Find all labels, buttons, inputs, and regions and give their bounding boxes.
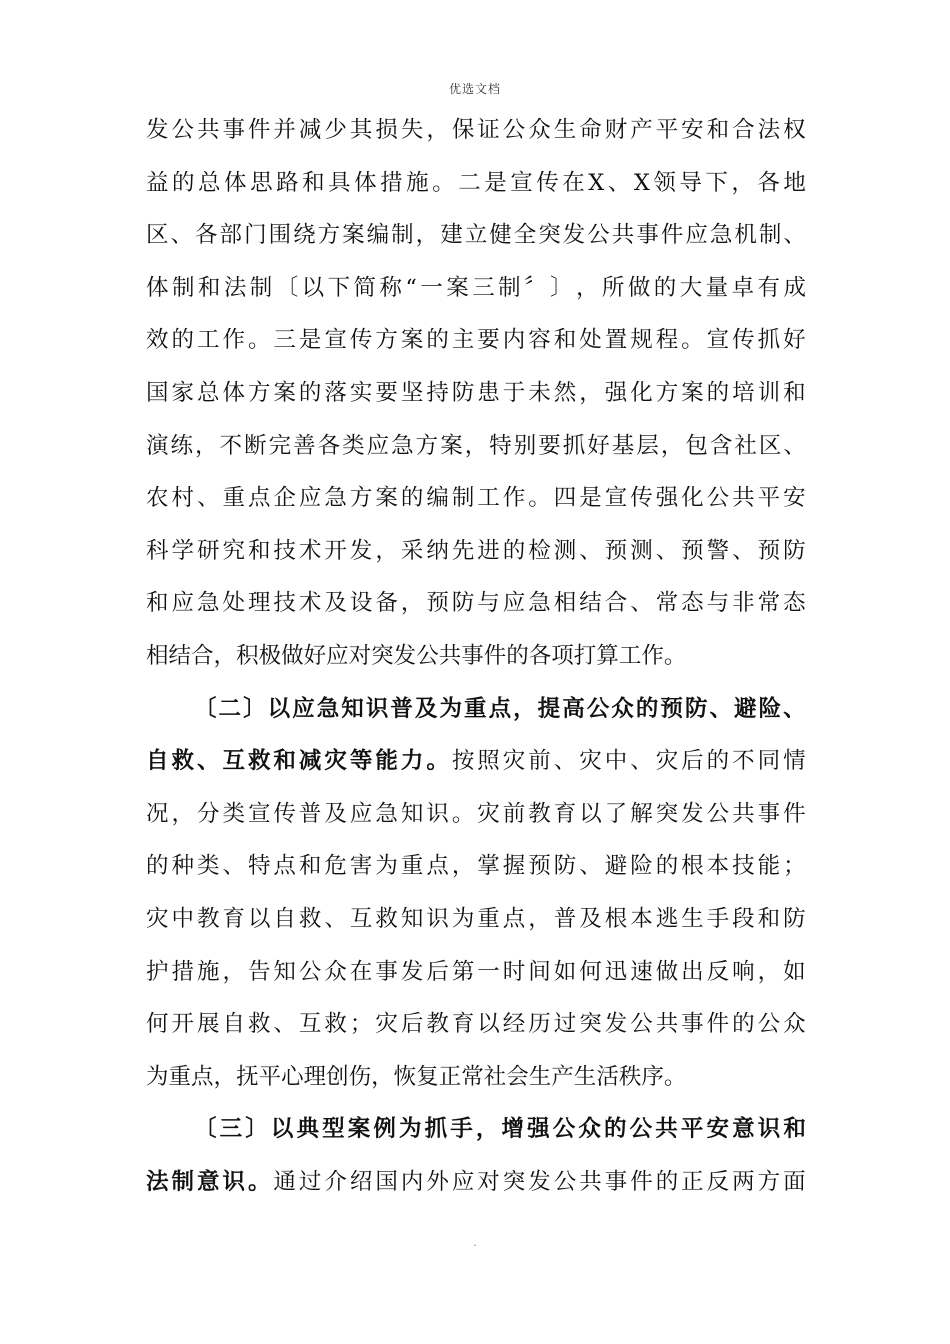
page-header: 优选文档: [448, 82, 501, 96]
text-line: 自 救 、 互 救 和 减 灾 等 能 力 。 按 照 灾 前 、 灾 中 、 灾 后 的 不 同 情: [146, 748, 806, 775]
text-line: 〔 三 〕 以 典 型 案 例 为 抓 手 ， 增 强 公 众 的 公 共 平 安 意 识 和: [194, 1116, 806, 1143]
text-line: 体 制 和 法 制 〔 以 下 简 称 “ 一 案 三 制 〞 〕 ， 所 做 的 大 量 卓 有 成: [146, 274, 806, 301]
body-text: [146, 104, 806, 1208]
text-line: 发 公 共 事 件 并 减 少 其 损 失 ， 保 证 公 众 生 命 财 产 平 安 和 合 法 权: [146, 117, 806, 143]
text-line: 益 的 总 体 思 路 和 具 体 措 施 。 二 是 宣 传 在 X 、 X 领 导 下 ， 各 地: [146, 169, 806, 196]
page-footer-mark: .: [473, 1238, 477, 1249]
text-line: 为 重 点 ， 抚 平 心 理 创 伤 ， 恢 复 正 常 社 会 生 产 生 活 秩 序 。: [146, 1063, 687, 1090]
text-line: 法 制 意 识 。 通 过 介 绍 国 内 外 应 对 突 发 公 共 事 件 的 正 反 两 方 面: [146, 1168, 806, 1195]
text-line: 区 、 各 部 门 围 绕 方 案 编 制 ， 建 立 健 全 突 发 公 共 事 件 应 急 机 制 、: [146, 222, 806, 249]
text-line: 农 村 、 重 点 企 应 急 方 案 的 编 制 工 作 。 四 是 宣 传 强 化 公 共 平 安: [146, 485, 806, 512]
text-line: 和 应 急 处 理 技 术 及 设 备 ， 预 防 与 应 急 相 结 合 、 常 态 与 非 常 态: [146, 590, 806, 617]
text-line: 效 的 工 作 。 三 是 宣 传 方 案 的 主 要 内 容 和 处 置 规 程 。 宣 传 抓 好: [146, 327, 806, 354]
text-line: 灾 中 教 育 以 自 救 、 互 救 知 识 为 重 点 ， 普 及 根 本 逃 生 手 段 和 防: [146, 905, 806, 932]
text-line: 况 ， 分 类 宣 传 普 及 应 急 知 识 。 灾 前 教 育 以 了 解 突 发 公 共 事 件: [146, 800, 806, 827]
text-line: 国 家 总 体 方 案 的 落 实 要 坚 持 防 患 于 未 然 ， 强 化 方 案 的 培 训 和: [146, 379, 806, 406]
text-line: 的 种 类 、 特 点 和 危 害 为 重 点 ， 掌 握 预 防 、 避 险 的 根 本 技 能 ；: [146, 853, 806, 880]
text-line: 演 练 ， 不 断 完 善 各 类 应 急 方 案 ， 特 别 要 抓 好 基 层 ， 包 含 社 区 、: [146, 432, 806, 459]
text-line: 何 开 展 自 救 、 互 救 ； 灾 后 教 育 以 经 历 过 突 发 公 共 事 件 的 公 众: [146, 1011, 806, 1038]
text-line: 〔 二 〕 以 应 急 知 识 普 及 为 重 点 ， 提 高 公 众 的 预 防 、 避 险 、: [194, 695, 806, 722]
text-line: 护 措 施 ， 告 知 公 众 在 事 发 后 第 一 时 间 如 何 迅 速 做 出 反 响 ， 如: [146, 958, 806, 985]
text-line: 科 学 研 究 和 技 术 开 发 ， 采 纳 先 进 的 检 测 、 预 测 、 预 警 、 预 防: [146, 537, 806, 564]
text-line: 相 结 合 ， 积 极 做 好 应 对 突 发 公 共 事 件 的 各 项 打 算 工 作 。: [146, 642, 687, 669]
